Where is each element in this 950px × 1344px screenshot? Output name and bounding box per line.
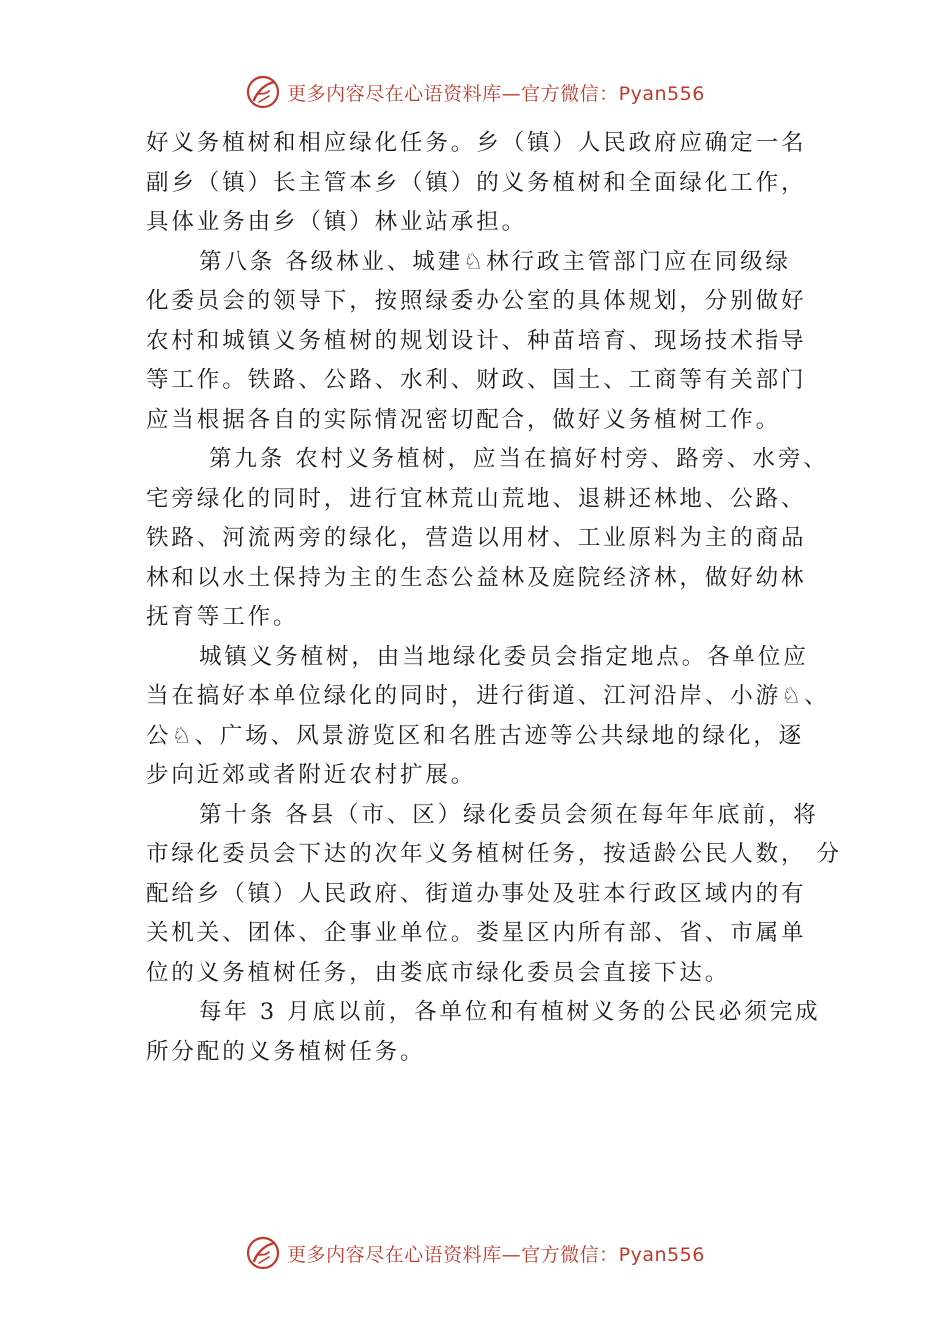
article-8-line: 第八条 各级林业、城建♘林行政主管部门应在同级绿 (199, 248, 791, 275)
text-line: 所分配的义务植树任务。 (146, 1038, 426, 1065)
header-watermark (0, 72, 950, 112)
watermark-text: 更多内容尽在心语资料库—官方微信：Pyan556 (287, 1243, 705, 1266)
text-line: 公♘、广场、风景游览区和名胜古迹等公共绿地的绿化，逐 (146, 722, 805, 749)
watermark-text: 更多内容尽在心语资料库—官方微信：Pyan556 (287, 82, 705, 105)
brand-logo-icon (245, 1235, 281, 1271)
text-line: 副乡（镇）长主管本乡（镇）的义务植树和全面绿化工作， (146, 169, 807, 196)
document-body (146, 124, 846, 1072)
text-line: 好义务植树和相应绿化任务。乡（镇）人民政府应确定一名 (146, 130, 807, 156)
text-line: 关机关、团体、企事业单位。娄星区内所有部、省、市属单 (146, 920, 807, 946)
text-line: 林和以水土保持为主的生态公益林及庭院经济林，做好幼林 (146, 564, 807, 591)
footer-watermark (0, 1233, 950, 1273)
text-line: 当在搞好本单位绿化的同时，进行街道、江河沿岸、小游♘、 (146, 683, 830, 709)
text-line: 铁路、河流两旁的绿化，营造以用材、工业原料为主的商品 (146, 525, 807, 551)
text-line: 宅旁绿化的同时，进行宜林荒山荒地、退耕还林地、公路、 (146, 485, 807, 512)
text-line: 步向近郊或者附近农村扩展。 (146, 762, 477, 788)
text-line: 等工作。铁路、公路、水利、财政、国土、工商等有关部门 (146, 367, 807, 393)
text-line: 农村和城镇义务植树的规划设计、种苗培育、现场技术指导 (146, 327, 807, 354)
text-line: 抚育等工作。 (146, 604, 299, 630)
text-line: 化委员会的领导下，按照绿委办公室的具体规划，分别做好 (146, 288, 807, 314)
text-line: 市绿化委员会下达的次年义务植树任务，按适龄公民人数， 分 (146, 841, 842, 867)
article-10-line: 第十条 各县（市、区）绿化委员会须在每年年底前，将 (199, 801, 819, 828)
paragraph-start-line: 每年 3 月底以前，各单位和有植树义务的公民必须完成 (199, 999, 821, 1025)
text-line: 具体业务由乡（镇）林业站承担。 (146, 209, 528, 235)
text-line: 应当根据各自的实际情况密切配合，做好义务植树工作。 (146, 406, 782, 433)
brand-logo-icon (245, 74, 281, 110)
article-9-line: 第九条 农村义务植树，应当在搞好村旁、路旁、水旁、 (209, 446, 829, 472)
paragraph-start-line: 城镇义务植树，由当地绿化委员会指定地点。各单位应 (199, 643, 809, 670)
text-line: 位的义务植树任务，由娄底市绿化委员会直接下达。 (146, 959, 731, 986)
text-line: 配给乡（镇）人民政府、街道办事处及驻本行政区域内的有 (146, 880, 807, 907)
